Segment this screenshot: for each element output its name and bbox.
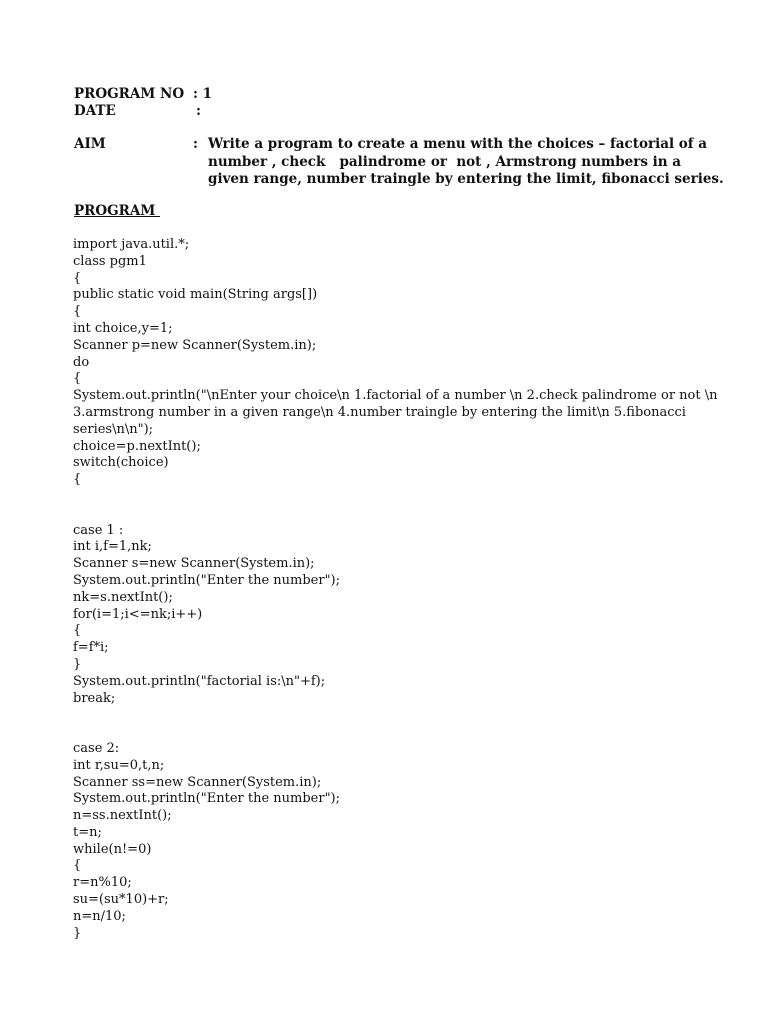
aim-line: Write a program to create a menu with the choices – factorial of a [208,136,708,152]
code-line: do [73,354,90,370]
code-line: while(n!=0) [73,841,152,857]
date-value: : [196,103,201,119]
code-listing [73,237,718,942]
aim-description [208,136,724,189]
code-line [73,489,693,506]
aim-label: AIM [74,136,106,152]
code-line: nk=s.nextInt(); [73,589,173,605]
date-label: DATE [74,103,116,119]
program-no-label: PROGRAM NO [74,86,185,102]
code-line: break; [73,690,116,706]
code-line [73,707,693,724]
aim-line: given range, number traingle by entering the limit, fibonacci series. [208,171,724,187]
code-line: System.out.println("Enter the number"); [73,572,341,588]
code-line: { [73,304,82,320]
code-line: { [73,371,82,387]
code-line: f=f*i; [73,640,109,656]
code-line: n=ss.nextInt(); [73,808,172,824]
code-line [73,506,693,523]
code-line: { [73,623,82,639]
code-line: import java.util.*; [73,237,190,252]
code-line: } [73,925,82,941]
code-line: su=(su*10)+r; [73,892,169,908]
code-line: case 1 : [73,522,124,538]
code-line: case 2: [73,740,120,756]
code-line: { [73,472,82,488]
program-heading: PROGRAM [74,203,160,219]
code-line: Scanner s=new Scanner(System.in); [73,556,315,572]
code-line: n=n/10; [73,908,126,924]
code-line: switch(choice) [73,455,169,471]
aim-line: number , check palindrome or not , Armstrong numbers in a [208,153,682,170]
code-line: int r,su=0,t,n; [73,757,165,773]
code-line: System.out.println("\nEnter your choice\n 1.factorial of a number \n 2.check palindrome or not \n [73,388,718,404]
code-line: r=n%10; [73,875,132,891]
code-line: series\n\n"); [73,421,154,437]
code-line: } [73,656,82,672]
code-line: class pgm1 [73,253,147,269]
aim-colon: : [193,136,198,152]
code-line: Scanner p=new Scanner(System.in); [73,337,317,353]
code-line: System.out.println("Enter the number"); [73,791,341,807]
code-line: int i,f=1,nk; [73,539,152,555]
code-line: { [73,858,82,874]
code-line: { [73,270,82,286]
code-line: t=n; [73,824,102,840]
program-no-value: : 1 [193,86,213,102]
code-line: int choice,y=1; [73,320,173,336]
code-line: for(i=1;i<=nk;i++) [73,606,203,622]
code-line: 3.armstrong number in a given range\n 4.number traingle by entering the limit\n 5.fibonacci [73,404,686,420]
code-line: System.out.println("factorial is:\n"+f); [73,673,326,689]
code-line: choice=p.nextInt(); [73,438,201,454]
code-line [73,724,693,741]
code-line: public static void main(String args[]) [73,287,318,303]
code-line: Scanner ss=new Scanner(System.in); [73,774,322,790]
